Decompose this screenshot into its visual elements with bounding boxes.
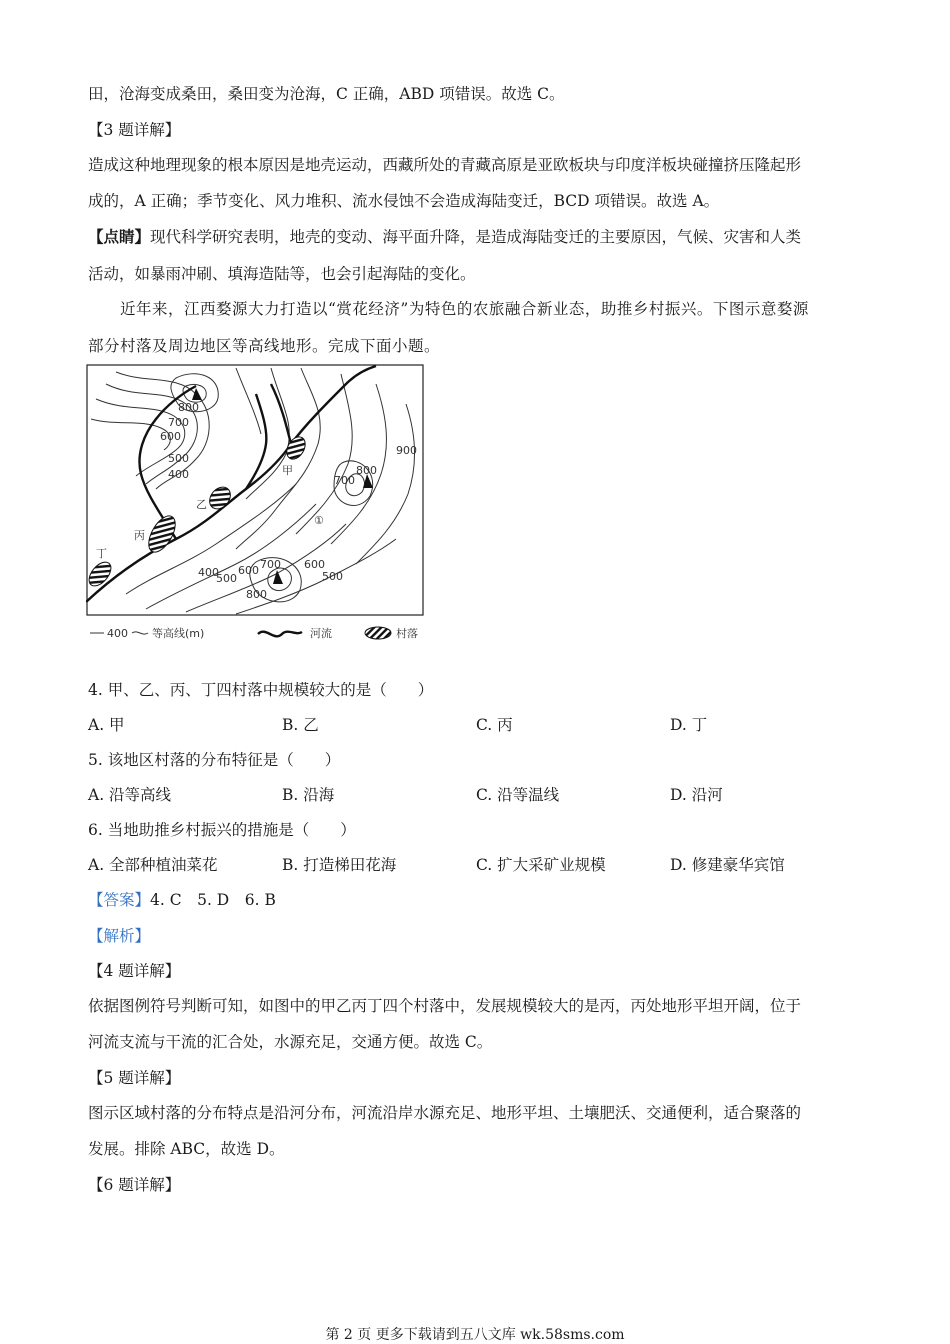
section-heading-q5: 【5 题详解】 xyxy=(88,1069,181,1087)
paragraph-line: 依据图例符号判断可知，如图中的甲乙丙丁四个村落中，发展规模较大的是丙，丙处地形平坦开阔，位于 xyxy=(88,997,802,1015)
section-heading-q6: 【6 题详解】 xyxy=(88,1176,181,1194)
dianjing-label: 【点睛】 xyxy=(88,227,151,246)
section-heading-q3: 【3 题详解】 xyxy=(88,121,181,139)
answer-label: 【答案】 xyxy=(88,891,151,909)
village-label: 乙 xyxy=(196,498,207,511)
page-footer: 第 2 页 更多下载请到五八文库 wk.58sms.com xyxy=(325,1327,625,1343)
contour-label: 700 xyxy=(260,558,281,571)
paragraph-line: 河流支流与干流的汇合处，水源充足，交通方便。故选 C。 xyxy=(88,1033,493,1051)
question-stem-6: 6. 当地助推乡村振兴的措施是（ ） xyxy=(88,821,356,839)
contour-label: 800 xyxy=(356,464,377,477)
answer-line xyxy=(88,888,276,910)
q4-option-d: D. 丁 xyxy=(670,716,708,734)
contour-label: 600 xyxy=(238,564,259,577)
q6-option-c: C. 扩大采矿业规模 xyxy=(476,856,606,874)
answer-value: 4. C 5. D 6. B xyxy=(150,891,276,909)
paragraph-line: 活动，如暴雨冲刷、填海造陆等，也会引起海陆的变化。 xyxy=(88,265,476,283)
map-legend xyxy=(88,622,428,646)
contour-label: 400 xyxy=(168,468,189,481)
q5-option-c: C. 沿等温线 xyxy=(476,786,560,804)
legend-contour-value: 400 xyxy=(107,627,128,640)
contour-label: 800 xyxy=(178,401,199,414)
intro-line: 近年来，江西婺源大力打造以“赏花经济”为特色的农旅融合新业态，助推乡村振兴。下图示意婺源 xyxy=(120,300,809,318)
legend-contour-text: 等高线(m) xyxy=(152,627,205,640)
contour-label: 500 xyxy=(216,572,237,585)
contour-label: 700 xyxy=(334,474,355,487)
dianjing-paragraph xyxy=(88,225,801,247)
q6-option-b: B. 打造梯田花海 xyxy=(282,856,397,874)
region-label: ① xyxy=(314,514,324,527)
q5-option-d: D. 沿河 xyxy=(670,786,723,804)
section-heading-q4: 【4 题详解】 xyxy=(88,962,181,980)
dianjing-text: 现代科学研究表明，地壳的变动、海平面升降，是造成海陆变迁的主要原因，气候、灾害和人类 xyxy=(150,228,802,246)
q6-option-a: A. 全部种植油菜花 xyxy=(88,856,218,874)
intro-line: 部分村落及周边地区等高线地形。完成下面小题。 xyxy=(88,337,441,355)
legend-village-text: 村落 xyxy=(396,627,418,640)
question-stem-5: 5. 该地区村落的分布特征是（ ） xyxy=(88,751,341,769)
contour-label: 500 xyxy=(322,570,343,583)
q6-option-d: D. 修建豪华宾馆 xyxy=(670,856,785,874)
contour-map xyxy=(86,364,424,616)
q5-option-b: B. 沿海 xyxy=(282,786,335,804)
contour-label: 800 xyxy=(246,588,267,601)
paragraph-line: 图示区域村落的分布特点是沿河分布，河流沿岸水源充足、地形平坦、土壤肥沃、交通便利，适合聚落的 xyxy=(88,1104,802,1122)
paragraph-line: 发展。排除 ABC，故选 D。 xyxy=(88,1140,285,1158)
contour-label: 700 xyxy=(168,416,189,429)
contour-label: 900 xyxy=(396,444,417,457)
village-label: 甲 xyxy=(282,464,293,477)
contour-label: 500 xyxy=(168,452,189,465)
contour-label: 600 xyxy=(304,558,325,571)
paragraph-line: 造成这种地理现象的根本原因是地壳运动，西藏所处的青藏高原是亚欧板块与印度洋板块碰撞挤压隆起形 xyxy=(88,156,802,174)
contour-label: 600 xyxy=(160,430,181,443)
village-label: 丁 xyxy=(96,547,107,560)
q4-option-b: B. 乙 xyxy=(282,716,319,734)
legend-river-text: 河流 xyxy=(310,627,332,640)
question-stem-4: 4. 甲、乙、丙、丁四村落中规模较大的是（ ） xyxy=(88,681,434,699)
q5-option-a: A. 沿等高线 xyxy=(88,786,172,804)
paragraph-line: 成的，A 正确；季节变化、风力堆积、流水侵蚀不会造成海陆变迁，BCD 项错误。故选 A。 xyxy=(88,192,720,210)
q4-option-a: A. 甲 xyxy=(88,716,125,734)
paragraph-line: 田，沧海变成桑田，桑田变为沧海，C 正确，ABD 项错误。故选 C。 xyxy=(88,85,565,103)
village-label: 丙 xyxy=(134,529,145,542)
analysis-label: 【解析】 xyxy=(88,927,151,945)
contour-label: 400 xyxy=(198,566,219,579)
q4-option-c: C. 丙 xyxy=(476,716,513,734)
